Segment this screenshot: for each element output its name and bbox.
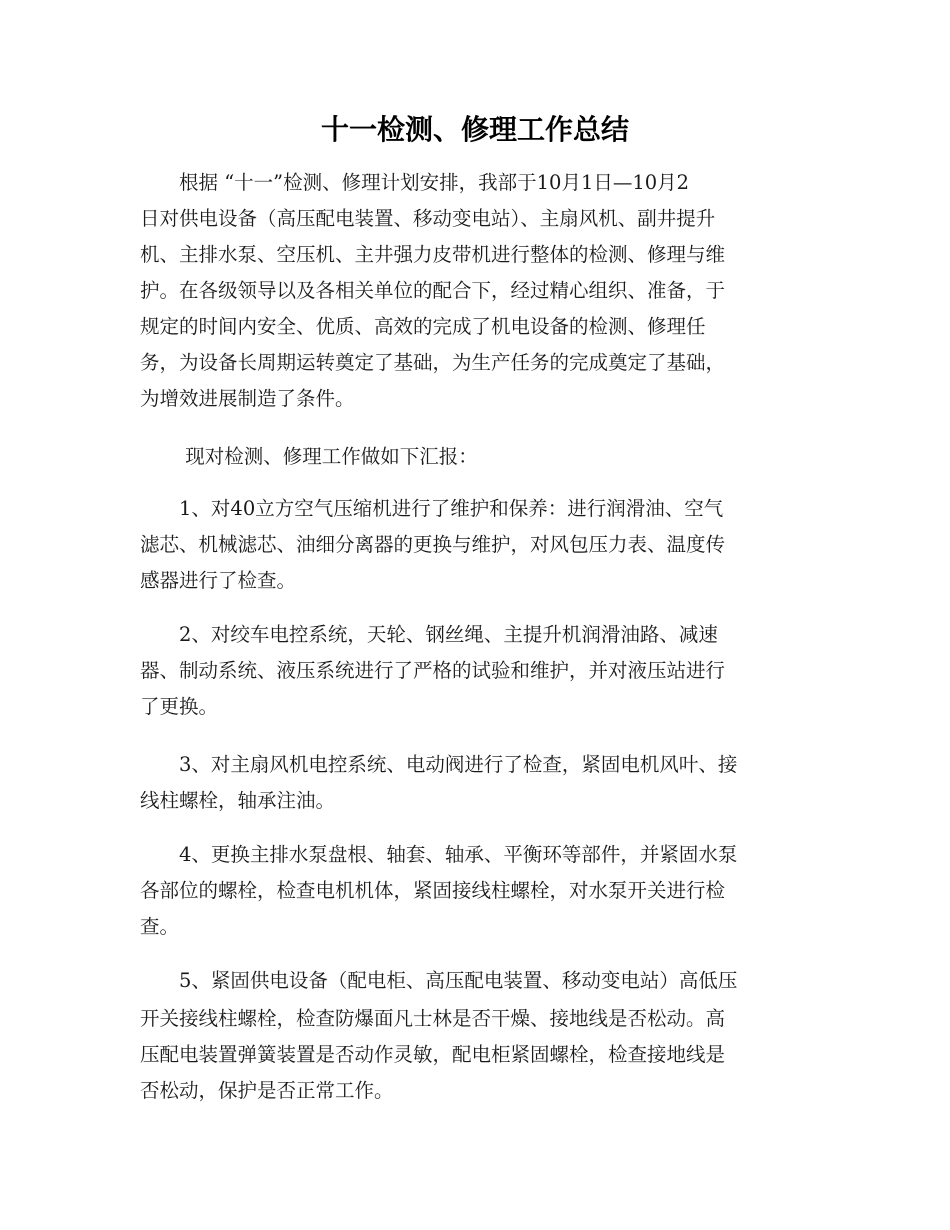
paragraph-1-line-2: 日对供电设备（高压配电装置、移动变电站）、主扇风机、副井提升 [140,207,716,230]
paragraph-4-line-2: 器、制动系统、液压系统进行了严格的试验和维护，并对液压站进行 [140,659,726,682]
paragraph-1-line-7: 为增效进展制造了条件。 [140,387,355,410]
paragraph-1-line-1: 根据 “十一”检测、修理计划安排，我部于10月1日—10月2 [140,171,690,194]
paragraph-6-line-2: 各部位的螺栓，检查电机机体，紧固接线柱螺栓，对水泵开关进行检 [140,879,726,902]
paragraph-3-line-2: 滤芯、机械滤芯、油细分离器的更换与维护，对风包压力表、温度传 [140,533,726,556]
paragraph-7-line-1: 5、紧固供电设备（配电柜、高压配电装置、移动变电站）高低压 [140,969,738,992]
paragraph-6-line-1: 4、更换主排水泵盘根、轴套、轴承、平衡环等部件，并紧固水泵 [140,843,738,866]
paragraph-1-line-5: 规定的时间内安全、优质、高效的完成了机电设备的检测、修理任 [140,315,706,338]
paragraph-5-line-2: 线柱螺栓，轴承注油。 [140,789,336,812]
paragraph-3-line-3: 感器进行了检查。 [140,569,297,592]
paragraph-2-line-1: 现对检测、修理工作做如下汇报： [140,445,478,468]
paragraph-1-line-3: 机、主排水泵、空压机、主井强力皮带机进行整体的检测、修理与维 [140,243,726,266]
paragraph-5-line-1: 3、对主扇风机电控系统、电动阀进行了检查，紧固电机风叶、接 [140,753,738,776]
paragraph-3-line-1: 1、对40立方空气压缩机进行了维护和保养：进行润滑油、空气 [140,497,724,520]
paragraph-4-line-3: 了更换。 [140,695,219,718]
document-title: 十一检测、修理工作总结 [320,113,629,146]
paragraph-7-line-4: 否松动，保护是否正常工作。 [140,1079,394,1102]
paragraph-7-line-2: 开关接线柱螺栓，检查防爆面凡士林是否干燥、接地线是否松动。高 [140,1007,726,1030]
paragraph-1-line-6: 务，为设备长周期运转奠定了基础，为生产任务的完成奠定了基础， [140,351,726,374]
paragraph-7-line-3: 压配电装置弹簧装置是否动作灵敏，配电柜紧固螺栓，检查接地线是 [140,1043,726,1066]
paragraph-4-line-1: 2、对绞车电控系统，天轮、钢丝绳、主提升机润滑油路、减速 [140,623,718,646]
paragraph-1-line-4: 护。在各级领导以及各相关单位的配合下，经过精心组织、准备，于 [140,279,726,302]
paragraph-6-line-3: 查。 [140,915,180,938]
